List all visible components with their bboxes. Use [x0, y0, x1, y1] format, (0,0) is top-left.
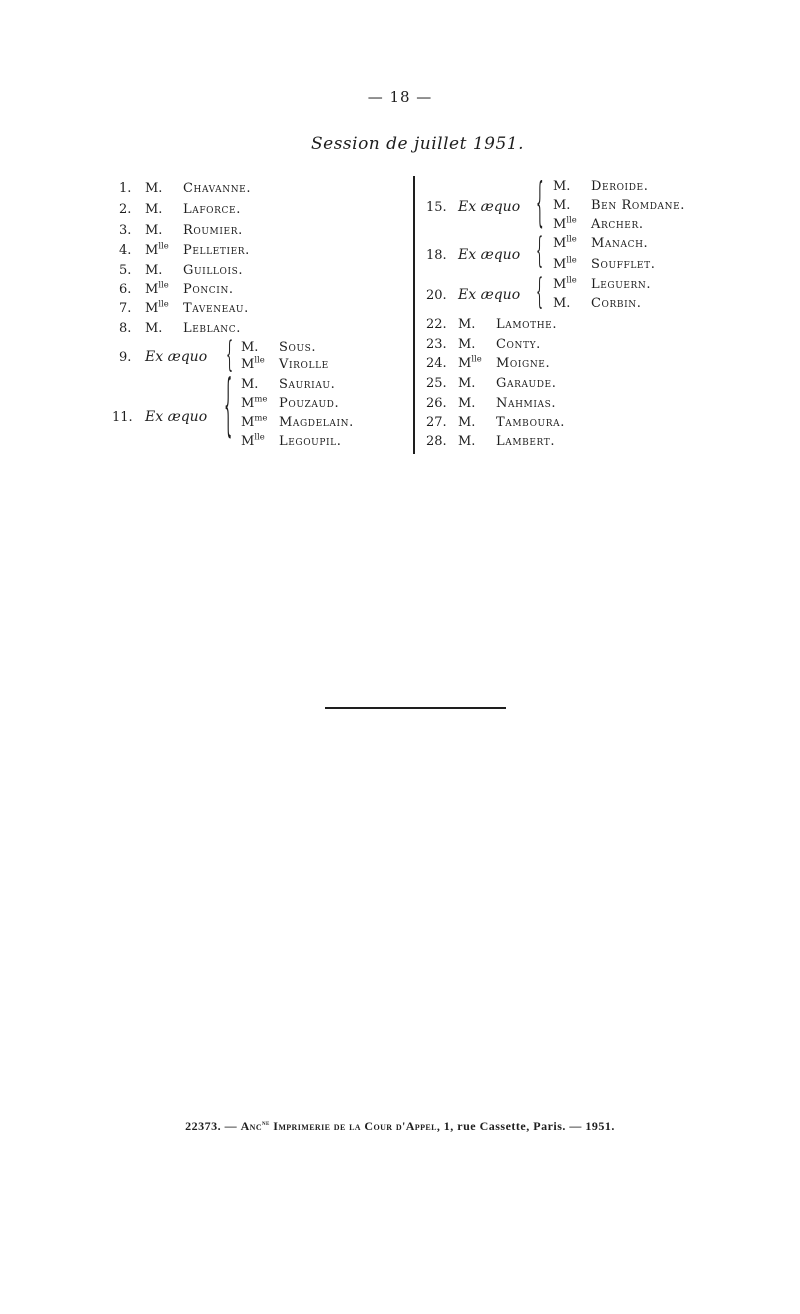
candidate-name: Roumier.	[183, 223, 243, 238]
title: $M^{lle}$	[145, 240, 169, 258]
printer-address: 1, rue Cassette, Paris.	[443, 1119, 566, 1133]
list-item-5	[119, 262, 243, 280]
end-rule	[325, 707, 506, 709]
title: $M^{lle}$	[241, 354, 265, 372]
list-item-1	[119, 180, 251, 198]
candidate-name: Archer.	[591, 217, 644, 232]
list-item-9b	[241, 356, 329, 374]
footer-abbr: Anc$^{ne}$	[240, 1118, 270, 1133]
list-item-11d	[241, 433, 341, 451]
rank-number: 25.	[426, 376, 447, 391]
list-item-4	[119, 242, 250, 260]
brace-20: {	[536, 272, 543, 313]
title: $M^{lle}$	[553, 214, 577, 232]
printer-footer	[0, 1119, 800, 1134]
brace-15: {	[536, 171, 544, 234]
rank-number: 28.	[426, 434, 447, 449]
ex-aequo-label-9: 9. Ex æquo	[119, 349, 208, 365]
title: $M^{lle}$	[553, 254, 577, 272]
list-item-24	[426, 355, 550, 373]
title: M.	[553, 179, 571, 194]
list-item-22	[426, 316, 557, 334]
title: M.	[145, 321, 163, 336]
title: $M^{me}$	[241, 393, 268, 411]
list-item-8	[119, 320, 241, 338]
title: M.	[458, 376, 476, 391]
candidate-name: Pouzaud.	[279, 396, 340, 411]
candidate-name: Virolle	[279, 357, 329, 372]
candidate-name: Leblanc.	[183, 321, 241, 336]
rank-number: 24.	[426, 356, 447, 371]
rank-number: 4.	[119, 243, 132, 258]
title: M.	[458, 396, 476, 411]
title: $M^{lle}$	[553, 274, 577, 292]
rank-number: 2.	[119, 202, 132, 217]
candidate-name: Moigne.	[496, 356, 551, 371]
list-item-9a	[241, 339, 316, 357]
candidate-name: Sauriau.	[279, 377, 336, 392]
candidate-name: Chavanne.	[183, 181, 252, 196]
list-item-28	[426, 433, 555, 451]
title: M.	[241, 340, 259, 355]
candidate-name: Poncin.	[183, 282, 234, 297]
session-title: Session de juillet 1951.	[310, 134, 525, 154]
list-item-11c	[241, 414, 354, 432]
title: M.	[145, 223, 163, 238]
rank-number: 26.	[426, 396, 447, 411]
title: M.	[458, 415, 476, 430]
rank-number: 1.	[119, 181, 132, 196]
candidate-name: Tamboura.	[496, 415, 565, 430]
title: M.	[458, 434, 476, 449]
column-divider	[413, 176, 415, 454]
title: M.	[553, 198, 571, 213]
ex-aequo-label-15: 15. Ex æquo	[426, 199, 521, 215]
ex-aequo-label-11: 11. Ex æquo	[112, 409, 208, 425]
title: M.	[553, 296, 571, 311]
title: M.	[145, 263, 163, 278]
rank-number: 22.	[426, 317, 447, 332]
candidate-name: Garaude.	[496, 376, 557, 391]
list-item-6	[119, 281, 234, 299]
candidate-name: Nahmias.	[496, 396, 557, 411]
candidate-name: Guillois.	[183, 263, 244, 278]
page-number: — 18 —	[367, 88, 433, 106]
candidate-name: Lambert.	[496, 434, 556, 449]
candidate-name: Legoupil.	[279, 434, 342, 449]
candidate-name: Ben Romdane.	[591, 198, 686, 213]
title: M.	[145, 202, 163, 217]
list-item-11b	[241, 395, 339, 413]
list-item-26	[426, 395, 556, 413]
rank-number: 27.	[426, 415, 447, 430]
list-item-27	[426, 414, 565, 432]
list-item-20b	[553, 295, 641, 313]
rank-number: 23.	[426, 337, 447, 352]
list-item-15a	[553, 178, 648, 196]
rank-number: 6.	[119, 282, 132, 297]
list-item-20a	[553, 276, 651, 294]
brace-9: {	[226, 335, 233, 376]
title: $M^{lle}$	[145, 279, 169, 297]
brace-11: {	[224, 367, 233, 446]
title: M.	[145, 181, 163, 196]
list-item-18a	[553, 235, 648, 253]
list-item-7	[119, 300, 249, 318]
rank-number: 7.	[119, 301, 132, 316]
title: M.	[241, 377, 259, 392]
print-code: 22373.	[185, 1119, 222, 1133]
footer-dash: —	[224, 1119, 238, 1133]
candidate-name: Taveneau.	[183, 301, 249, 316]
printer-name: Imprimerie de la Cour d'Appel,	[273, 1119, 441, 1133]
list-item-15b	[553, 197, 685, 215]
print-year: — 1951.	[569, 1119, 615, 1133]
candidate-name: Corbin.	[591, 296, 642, 311]
candidate-name: Soufflet.	[591, 257, 656, 272]
candidate-name: Deroide.	[591, 179, 649, 194]
title: $M^{me}$	[241, 412, 268, 430]
rank-number: 5.	[119, 263, 132, 278]
candidate-name: Pelletier.	[183, 243, 250, 258]
title: $M^{lle}$	[241, 431, 265, 449]
list-item-23	[426, 336, 541, 354]
list-item-11a	[241, 376, 335, 394]
candidate-name: Conty.	[496, 337, 541, 352]
list-item-2	[119, 201, 241, 219]
rank-number: 3.	[119, 223, 132, 238]
ex-aequo-label-20: 20. Ex æquo	[426, 287, 521, 303]
title: $M^{lle}$	[145, 298, 169, 316]
candidate-name: Magdelain.	[279, 415, 354, 430]
list-item-3	[119, 222, 243, 240]
candidate-name: Sous.	[279, 340, 317, 355]
rank-number: 8.	[119, 321, 132, 336]
ex-aequo-label-18: 18. Ex æquo	[426, 247, 521, 263]
title: $M^{lle}$	[458, 353, 482, 371]
list-item-15c	[553, 216, 644, 234]
title: M.	[458, 317, 476, 332]
candidate-name: Lamothe.	[496, 317, 558, 332]
brace-18: {	[536, 231, 543, 272]
title: $M^{lle}$	[553, 233, 577, 251]
candidate-name: Laforce.	[183, 202, 241, 217]
title: M.	[458, 337, 476, 352]
list-item-25	[426, 375, 556, 393]
candidate-name: Manach.	[591, 236, 649, 251]
candidate-name: Leguern.	[591, 277, 652, 292]
list-item-18b	[553, 256, 655, 274]
